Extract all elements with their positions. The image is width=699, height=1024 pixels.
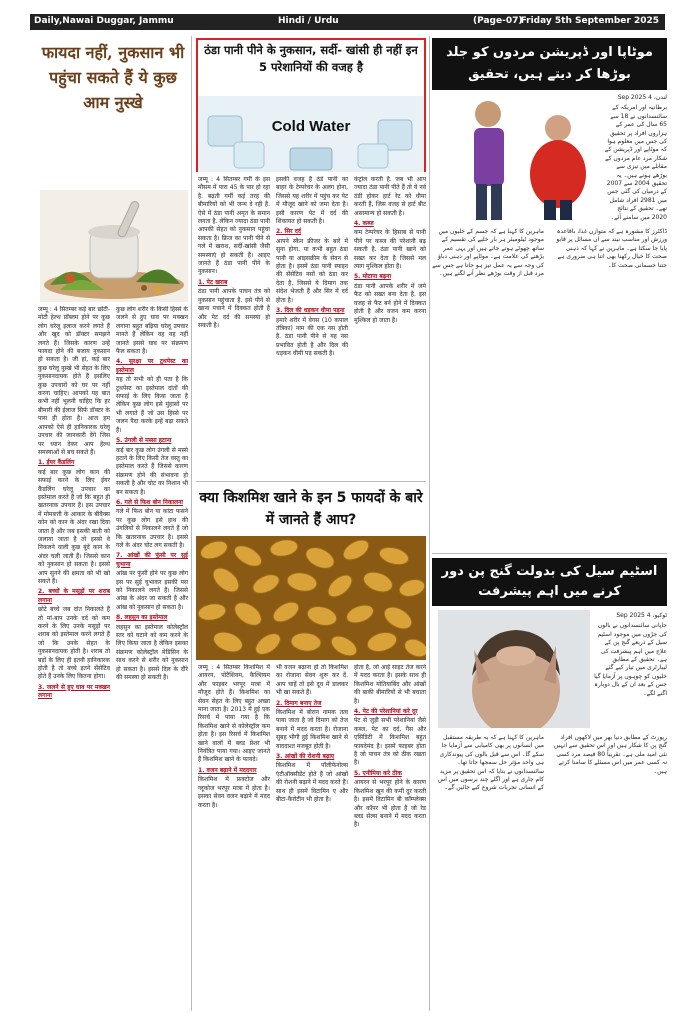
article-paragraph: जम्मू : 4 सितम्बर कई बार छोटी-मोटी हेल्थ प्रॉब्लम होने पर कुछ लोग घरेलू इलाज करने लगते हैं और खुद को डॉक्टर समझने लगते हैं। जिसके कारण उन्हें फायदा होने की बजाय नुकसान हो सकता है। जी हां, कई बार कुछ घरेलू नुस्खे भी सेहत के लिए नुकसानदायक होते हैं इसलिए कुछ उपचारों को घर पर नहीं करना चाहिए। आपको यह बात कभी नहीं भूलनी चाहिए कि हर बीमारी की ईलाज सिर्फ डॉक्टर के पास ही होता है। आज हम आपको ऐसे ही हानिकारक घरेलू उपचार की जानकारी देंगे जिस पर ध्यान देकर आप हेल्थ समस्याओं से बच सकते हैं।	[38, 306, 110, 456]
column-divider	[191, 36, 192, 1011]
dateline: لندن، 4 Sep 2025	[617, 94, 667, 101]
dateline: ٹوکیو، 4 Sep 2025	[616, 612, 667, 619]
page-number: (Page-07)	[473, 16, 523, 26]
article-paragraph: किशमिश में बोरान नामक तत्व पाया जाता है जो दिमाग को तेज बनाने में मदद करता है। रोजाना सुबह भीगी हुई किशमिश खाने से याददाश्त मजबूत होती है।	[276, 709, 348, 750]
left-article-column-1	[38, 306, 110, 1011]
article-paragraph: किशमिश में पॉलीफेनोल्स एंटीऑक्सीडेंट होते हैं जो आंखों की रोशनी बढ़ाने में मदद करते हैं। साथ ही इसमें विटामिन ए और बीटा-कैरोटीन भी होता है।	[276, 762, 348, 804]
urdu-bottom-column-1	[432, 734, 544, 1011]
urdu-top-headline: موٹاپا اور ڈپریشن مردوں کو جلد بوڑھا کر دیتے ہیں، تحقیق	[432, 38, 667, 90]
article-paragraph: छोटे बच्चे जब दांत निकालते हैं तो मां-बाप उनके दर्द को कम करने के लिए उनके मसूड़ों पर शराब को इस्तेमाल करने लगते हैं जो कि उनके सेहत के नुकसानदायक होती है। शराब तो बड़ों के लिए ही इतनी हानिकारक होती है तो बच्चे इतने सेंसेटिव होते हैं उनके लिए कितना होगा।	[38, 606, 110, 681]
article-paragraph: किशमिश में फ्रक्टोज और ग्लूकोज भरपूर मात्रा में होता है। इसका सेवन वजन बढ़ाने में मदद करता है।	[198, 776, 270, 809]
article-paragraph: आंख पर फुंसी होने पर कुछ लोग इस पर सुई चुभाकर इसकी पस को निकालने लगते हैं। जिससे आंख के अंदर जा सकती है और आंख को नुकसान हो सकता है।	[116, 570, 188, 611]
article-paragraph: आपने स्कैन फ्रीजर के बारे में सुना होगा. या कभी बहुत ठंडा पानी या आइसक्रीम के सेवन से होता है। इसमें ठंडा पानी स्पाइन की सेंसेटिव नसों को ठंडा कर देता है, जिससे ये दिमाग तक संदेश भेजती हैं और सिर में दर्द होता है।	[276, 237, 348, 304]
article-paragraph: यह तो सभी को ही पता है कि टूथपेस्ट का इस्तेमाल दांतों की सफाई के लिए किया जाता है लेकिन कुछ लोग इसे मुंहासों पर भी लगाते हैं जो उस हिस्से पर जलन पैदा करके इन्हें बढ़ा सकते हैं।	[116, 376, 188, 434]
subhead: 3. आंखों की रोशनी बढ़ाए	[276, 753, 335, 761]
article-paragraph: कंट्रोल करती है. जब भी आप ज्यादा ठंडा पानी पीते हैं तो ये नर्व ठंडी होकर हार्ट रेट को धीमा करती हैं, जिस वजह से हार्ट बीट असामान्य हो सकती है।	[354, 176, 426, 217]
article-paragraph: رپورٹ کے مطابق دنیا بھر میں لاکھوں افراد گنج پن کا شکار ہیں اور اس تحقیق سے انہیں نئی امید ملی ہے۔ تقریباً 80 فیصد مرد کسی نہ کسی عمر میں اس مسئلے کا سامنا کرتے ہیں۔	[553, 734, 667, 775]
article-paragraph: جاپانی سائنسدانوں نے بالوں کی جڑوں میں موجود اسٹیم سیل کے ذریعے گنج پن کے علاج میں اہم پیشرفت کی ہے۔ تحقیق کے مطابق لیبارٹری میں تیار کیے گئے خلیوں کو چوہوں پر آزمایا گیا جس کے بعد ان کے بال دوبارہ اگنے لگے۔	[594, 622, 667, 697]
article-paragraph: कुछ लोग शरीर के किसी हिस्से के जलने से हुए घाव पर मक्खन लगाना बहुत बढ़िया घरेलू उपचार मानते हैं लेकिन वह यह नहीं जानते इससे घाव पर संक्रमण फैल सकता है।	[116, 306, 188, 356]
article-paragraph: ڈاکٹرز کا مشورہ ہے کہ متوازن غذا، باقاعدہ ورزش اور مناسب نیند سے ان مسائل پر قابو پایا جا سکتا ہے۔ ماہرین نے کہا کہ ذہنی صحت کا خیال رکھنا بھی اتنا ہی ضروری ہے جتنا جسمانی صحت کا۔	[556, 228, 667, 269]
urdu-bottom-column-right	[594, 612, 667, 732]
registration-marks	[40, 1016, 660, 1022]
article-paragraph: ठंडा पानी आपके शरीर में जमे फैट को सख्त बना देता है. इस वजह से फैट बर्न होने में दिक्कत होती है और वजन कम करना मुश्किल हो जाता है।	[354, 282, 426, 324]
subhead: 6. गले से फिश बोन निकालना	[116, 498, 183, 506]
subhead: 4. कब्ज	[354, 220, 374, 228]
cold-water-headline: ठंडा पानी पीने के नुकसान, सर्दी- खांसी ही नहीं इन 5 परेशानियों की वजह है	[204, 43, 418, 74]
article-paragraph: लहसुन का इस्तेमाल कोलेस्ट्रॉल स्तर को घटाने को कम करने के लिए किया जाता है लेकिन इसका संक्रमण कोलेस्ट्रॉल मेडिसिन के साथ करने से शरीर को नुकसान हो सकता है। इससे दिल के दौरे की समस्या हो सकती है।	[116, 623, 188, 682]
left-article-headline: फायदा नहीं, नुकसान भी पहुंचा सकते हैं ये कुछ आम नुस्खे	[41, 43, 185, 112]
article-paragraph: जम्मू : 4 सितम्बर किशमिश में आयरन, पोटैशियम, कैल्शियम और फाइबर भरपूर मात्रा में मौजूद होते हैं। किशमिश का सेवन सेहत के लिए बहुत अच्छा माना जाता है। 2013 में हुई एक रिसर्च में पाया गया है कि किशमिश खाने से कोलेस्ट्रॉल कम होता है। इस रिसर्च में किशमिश खाने वालों में ब्लड प्रेशर भी नियंत्रित पाया गया। आइए जानते हैं किशमिश खाने के फायदे।	[198, 664, 270, 764]
subhead: 2. बच्चों के मसूड़ों पर शराब लगाना	[38, 588, 110, 604]
article-paragraph: हमारे शरीर में वेगस (10 कपाल तंत्रिका) नाम की एक नस होती है. ठंडा पानी पीने से यह नस प्रभावित होती है और दिल की धड़कन धीमी पड़ सकती है।	[276, 316, 348, 358]
urdu-top-column-1	[432, 228, 544, 550]
urdu-bottom-headline: اسٹیم سیل کی بدولت گنج پن دور کرنے میں اہم پیشرفت	[432, 558, 667, 606]
article-paragraph: ماہرین کا کہنا ہے کہ جسم کے خلیوں میں موجود ٹیلومیئر ہر بار خلیے کی تقسیم کے ساتھ چھوٹے ہوتے جاتے ہیں اور یہی عمر بڑھنے کی علامت ہے۔ موٹاپے اور ذہنی دباؤ کی وجہ سے یہ عمل تیز ہو جاتا ہے جس سے مرد قبل از وقت بوڑھے نظر آنے لگتے ہیں۔	[432, 228, 544, 278]
urdu-bottom-column-2	[550, 734, 667, 1011]
cold-water-image-caption: Cold Water	[271, 118, 351, 135]
subhead: 5. मोटापा बढ़ना	[354, 273, 392, 281]
raisin-column-3	[354, 664, 426, 1011]
masthead-bar	[30, 14, 665, 30]
cold-water-column-3	[354, 176, 426, 478]
article-paragraph: गले में फिश बोन या कांटा फसने पर कुछ लोग इसे हाथ की उंगलियों से निकालने लगते हैं जो कि खतरनाक उपचार है। इससे गले के अंदर चोट लग सकती है।	[116, 508, 188, 549]
section-divider	[196, 481, 426, 482]
subhead: 1. पेट खराब	[198, 278, 228, 286]
article-paragraph: पेट से जुड़ी सभी परेशानियां जैसे कब्ज, पेट का दर्द, गैस और एसिडिटी में किशमिश बहुत फायदेमंद है। इसमें फाइबर होता है जो पाचन तंत्र को ठीक रखता है।	[354, 717, 426, 767]
subhead: 7. आंखों की फुंसी पर सुई चुभाना	[116, 552, 188, 568]
article-paragraph: برطانیہ اور امریکہ کے سائنسدانوں نے 18 سے 65 سال کی عمر کے ہزاروں افراد پر تحقیق کی جس میں معلوم ہوا کہ موٹاپے اور ڈپریشن کے شکار مرد عام مردوں کے مقابلے میں تیزی سے بوڑھے ہوتے ہیں۔ یہ تحقیق 2004 سے 2007 کے درمیان کی گئی جس میں 2981 افراد شامل تھے۔ تحقیق کے نتائج 2020 میں سامنے آئے۔	[604, 104, 667, 221]
subhead: 5. उंगली से मस्सा हटाना	[116, 437, 172, 445]
article-paragraph: ماہرین کا کہنا ہے کہ یہ طریقہ مستقبل میں انسانوں پر بھی کامیابی سے آزمایا جا سکے گا۔ اس سے قبل بالوں کی پیوندکاری ہی واحد مؤثر حل سمجھا جاتا تھا۔ سائنسدانوں نے بتایا کہ اس تحقیق پر مزید کام جاری ہے اور اگلے چند برسوں میں اس کے انسانی تجربات شروع کیے جائیں گے۔	[437, 734, 544, 792]
column-divider	[429, 36, 430, 1011]
subhead: 4. पेट की परेशानियां करे दूर	[354, 708, 418, 716]
article-paragraph: भी वजन बढ़ाना हो तो किशमिश का रोजाना सेवन शुरू कर दें. आप चाहें तो इसे दूध में डालकर भी खा सकते हैं।	[276, 664, 348, 697]
subhead: 3. दिल की धड़कन धीमा पड़ना	[276, 307, 345, 315]
urdu-top-column-2	[550, 228, 667, 550]
section-divider	[432, 553, 667, 554]
subhead: 3. जलने से हुए घाव पर मक्खन लगाना	[38, 683, 110, 700]
subhead: 5. एनीमिया करे ठीक	[354, 769, 402, 777]
article-paragraph: इसकी वजह है ठंडे पानी का बाहर के टेम्परेचर के अलग होना, जिससे यह शरीर में पहुंच कर पेट में मौजूद खाने को जमा देता है। इसी कारण पेट में दर्द की शिकायत हो सकती है।	[276, 176, 348, 226]
article-paragraph: कम टेम्परेचर के हिसाब से पानी पीने पर कब्ज की परेशानी बढ़ सकती है. ठंडा पानी खाने को सख्त कर देता है जिससे मल त्याग मुश्किल होता है।	[354, 229, 426, 271]
article-paragraph: होता है, जो आई साइट तेज करने में मदद करता है। इसके साथ ही किशमिश मोतियाबिंद और आंखों की बाकी बीमारियों से भी बचाता है।	[354, 664, 426, 705]
article-paragraph: कई बार कुछ लोग उंगली से मस्से हटाने के लिए किसी तेज वस्तु का इस्तेमाल करते हैं जिससे कारण संक्रमण होने की संभावना हो सकती है और चोट का निशान भी बन सकता है।	[116, 446, 188, 496]
subhead: 2. सिर दर्द	[276, 228, 302, 236]
subhead: 4. सुरक्षा पर टूथपेस्ट का इस्तेमाल	[116, 358, 188, 374]
hair-loss-photo	[438, 610, 590, 728]
subhead: 2. दिमाग बनाए तेज	[276, 699, 322, 707]
issue-date: Friday 5th September 2025	[520, 16, 659, 26]
raisin-headline: क्या किशमिश खाने के इन 5 फायदों के बारे में जानते हैं आप?	[199, 490, 423, 528]
raisin-column-1	[198, 664, 270, 1011]
raisins-image	[196, 536, 426, 660]
raisin-column-2	[276, 664, 348, 1011]
article-paragraph: आयरन से भरपूर होने के कारण किशमिश खून की कमी दूर करती है। इसमें विटामिन बी कॉम्प्लेक्स और कॉपर भी होता है जो रेड ब्लड सेल्स बनाने में मदद करता है।	[354, 779, 426, 829]
paper-name: Daily,Nawai Duggar, Jammu	[34, 16, 174, 26]
subhead: 8. लहसुन का इस्तेमाल	[116, 614, 168, 622]
herbs-mortar-image	[40, 190, 188, 302]
subhead: 1. वजन बढ़ाने में मददगार	[198, 766, 257, 774]
subhead: 1. ईयर कैंडलिंग	[38, 459, 75, 467]
cold-water-column-1	[198, 176, 270, 478]
two-men-photo	[440, 92, 600, 222]
cold-water-column-2	[276, 176, 348, 478]
left-article-column-2	[116, 306, 188, 1011]
article-paragraph: ठंडा पानी आपके पाचन तंत्र को नुकसान पहुंचाता है. इसे पीने से खाना पचाने में दिक्कत होती है और पेट दर्द की समस्या हो सकती है।	[198, 288, 270, 329]
article-paragraph: जम्मू : 4 सितम्बर गर्मी के इस मौसम में पारा 45 के पार हो रहा है. बढ़ती गर्मी कई तरह की बीमारियों को भी जन्म दे रही है. ऐसे में ठंडा पानी अमृत के समान लगता है. लेकिन ज्यादा ठंडा पानी आपकी सेहत को नुकसान पहुंचा सकता है। फ्रिज का पानी पीने से गले में खराश, सर्दी-खांसी जैसी समस्याएं हो सकती हैं। आइए जानते हैं ठंडा पानी पीने के नुकसान।	[198, 176, 270, 276]
article-paragraph: कई बार कुछ लोग कान की सफाई करने के लिए ईयर कैंडलिंग घरेलू उपचार का इस्तेमाल करते हैं जो कि बहुत ही खतरनाक उपचार है। इस उपचार में मोमबत्ती के आकार के बीवैक्स कोन को कान के अंदर रखा दिया जाता है और जब इसकी बाती को जलाया जाता है तो इससे वे निकलने वाली कुछ बूंदें कान के अंदर चली जाती हैं। जिससे कान को नुकसान हो सकता है। इससे आप सुनने की क्षमता को भी खो सकते हैं।	[38, 468, 110, 585]
language-label: Hindi / Urdu	[278, 16, 339, 26]
